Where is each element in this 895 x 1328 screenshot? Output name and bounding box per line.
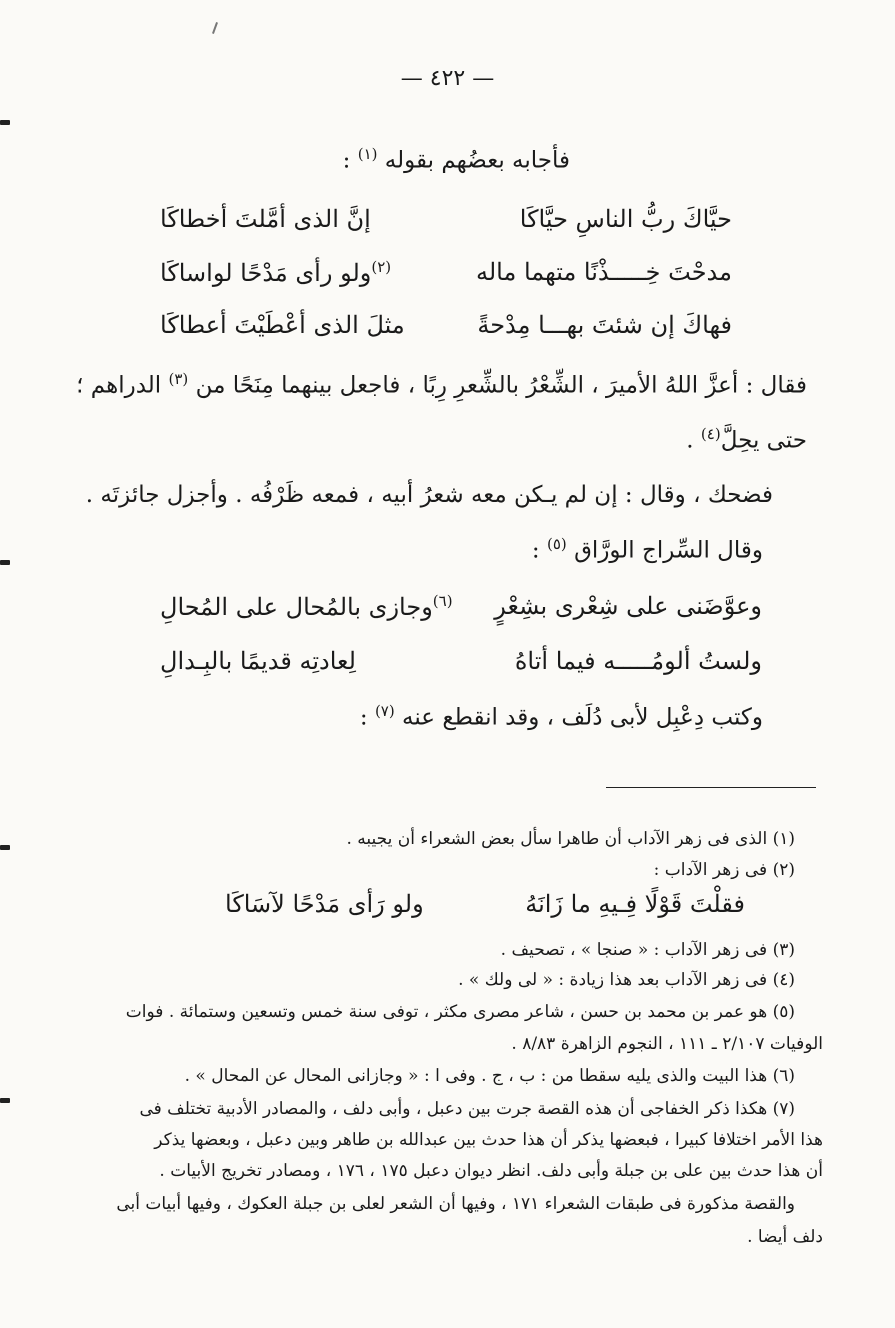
- intro-line: [343, 145, 570, 174]
- footnote-ref: (٢): [371, 258, 392, 276]
- footnote-ref: (٤): [700, 425, 721, 443]
- paragraph-line: فقال : أعزَّ اللهُ الأميرَ ، الشِّعْرُ بالشِّعرِ رِبًا ، فاجعل بينهما مِنَحًا من $^{(٣)}$ الدراهم ؛: [76, 370, 807, 399]
- verse-hemistich-first: حيَّاكَ ربُّ الناسِ حيَّاكَا: [519, 205, 732, 233]
- footnote-ref: (٦): [432, 592, 453, 610]
- verse-hemistich-second: ولو رَأى مَدْحًا لآسَاكَا: [225, 890, 424, 918]
- footnote: (٢) فى زهر الآداب :: [653, 860, 795, 880]
- verse-hemistich-first: ولستُ ألومُـــــه فيما أتاهُ: [514, 647, 762, 675]
- footnote: (٦) هذا البيت والذى يليه سقطا من : ب ، ج . وفى ا : « وجازانى المحال عن المحال » .: [184, 1066, 795, 1086]
- paragraph-line: فضحك ، وقال : إن لم يـكن معه شعرُ أبيه ، فمعه ظَرْفُه . وأجزل جائزتَه .: [85, 482, 773, 508]
- footnote-ref: (٧): [374, 702, 395, 720]
- footnote: أن هذا حدث بين على بن جبلة وأبى دلف. انظر ديوان دعبل ١٧٥ ، ١٧٦ ، ومصادر تخريج الأبيات .: [159, 1161, 823, 1181]
- verse-hemistich-first: فهاكَ إن شئتَ بهـــا مِدْحةً: [477, 311, 732, 339]
- paragraph-line: وقال السِّراج الورَّاق $^{(٥)}$ :: [531, 535, 763, 564]
- intro-text: فأجابه بعضُهم بقوله: [384, 147, 570, 174]
- footnote-ref: (٥): [546, 535, 567, 553]
- stray-mark: [212, 22, 218, 34]
- footnote-ref: (٣): [168, 370, 189, 388]
- footnote: الوفيات ٢/١٠٧ ـ ١١١ ، النجوم الزاهرة ٨/٨٣ .: [511, 1034, 823, 1054]
- footnote: (٥) هو عمر بن محمد بن حسن ، شاعر مصرى مكثر ، توفى سنة خمس وتسعين وستمائة . فوات: [125, 1002, 795, 1022]
- verse-hemistich-first: مدحْتَ خِـــــذْنًا متهما ماله: [475, 258, 732, 286]
- page-number: — ٤٢٢ —: [400, 66, 495, 91]
- verse-hemistich-first: وعوَّضَنى على شِعْرى بشِعْرٍ: [494, 592, 762, 620]
- footnote-separator: [606, 787, 816, 788]
- footnote: والقصة مذكورة فى طبقات الشعراء ١٧١ ، وفيها أن الشعر لعلى بن جبلة العكوك ، وفيها أبيات أبى: [116, 1194, 795, 1214]
- footnote: (٣) فى زهر الآداب : « صنجا » ، تصحيف .: [500, 940, 795, 960]
- margin-mark: [0, 120, 10, 125]
- footnote-ref: (١): [357, 145, 378, 163]
- verse-hemistich-second: $^{(٢)}$ولو رأى مَدْحًا لواساكَا: [160, 258, 392, 287]
- footnote: (١) الذى فى زهر الآداب أن طاهرا سأل بعض الشعراء أن يجيبه .: [346, 829, 795, 849]
- paragraph-line: وكتب دِعْبِل لأبى دُلَف ، وقد انقطع عنه $^{(٧)}$ :: [359, 702, 763, 731]
- footnote: (٤) فى زهر الآداب بعد هذا زيادة : « لى ولك » .: [458, 970, 795, 990]
- verse-hemistich-second: $^{(٦)}$وجازى بالمُحال على المُحالِ: [160, 592, 453, 621]
- verse-hemistich-second: مثلَ الذى أعْطَيْتَ أعطاكَا: [160, 311, 405, 339]
- paragraph-line: حتى يحِلَّ$^{(٤)}$ .: [686, 425, 807, 454]
- margin-mark: [0, 845, 10, 850]
- footnote: (٧) هكذا ذكر الخفاجى أن هذه القصة جرت بين دعبل ، وأبى دلف ، والمصادر الأدبية تختلف فى: [139, 1099, 795, 1119]
- verse-hemistich-first: فقلْتَ قَوْلًا فِـيهِ ما زَانَهُ: [525, 890, 745, 918]
- footnote: دلف أيضا .: [747, 1227, 823, 1247]
- verse-hemistich-second: إنَّ الذى أمَّلتَ أخطاكَا: [160, 205, 371, 233]
- margin-mark: [0, 560, 10, 565]
- verse-hemistich-second: لِعادتِه قديمًا بالبِـدالِ: [160, 647, 356, 675]
- intro-colon: :: [342, 147, 351, 174]
- margin-mark: [0, 1098, 10, 1103]
- footnote: هذا الأمر اختلافا كبيرا ، فبعضها يذكر أن هذا حدث بين عبدالله بن طاهر وبين دعبل ، وبعضها يذكر: [154, 1130, 823, 1150]
